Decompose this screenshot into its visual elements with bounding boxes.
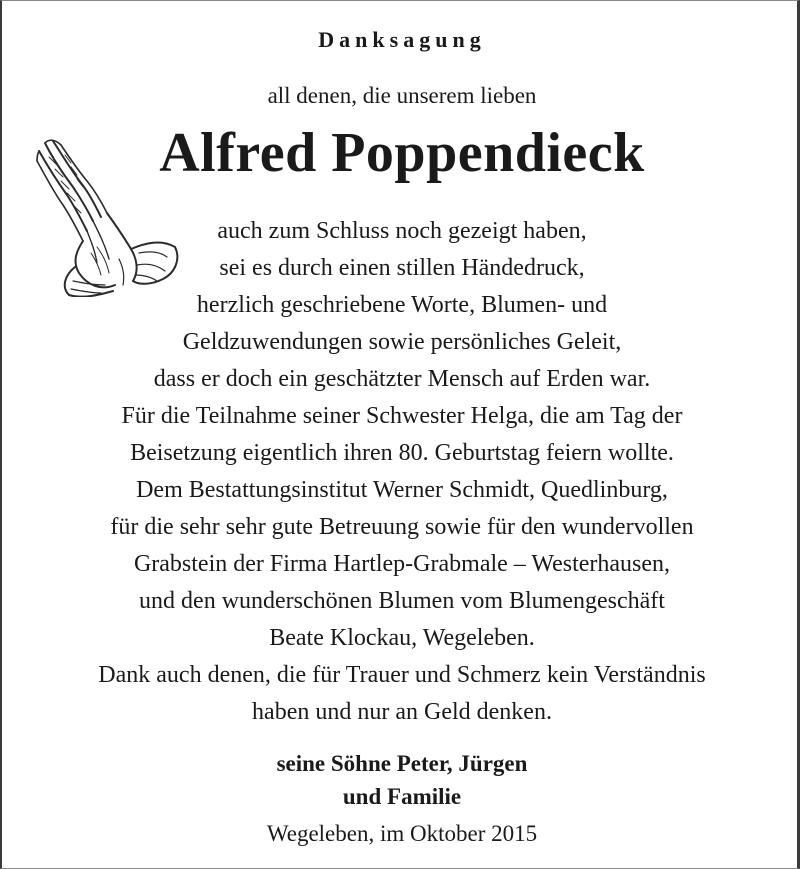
body-line: Beisetzung eigentlich ihren 80. Geburtstag feiern wollte.	[130, 440, 674, 466]
body-line: Beate Klockau, Wegeleben.	[269, 625, 535, 651]
body-line: haben und nur an Geld denken.	[252, 699, 552, 725]
deceased-name: Alfred Poppendieck	[159, 122, 645, 184]
body-line: Dank auch denen, die für Trauer und Schmerz kein Verständnis	[98, 662, 706, 688]
body-line: herzlich geschriebene Worte, Blumen- und	[196, 292, 608, 318]
body-line: sei es durch einen stillen Händedruck,	[219, 255, 585, 281]
notice-heading: Danksagung	[318, 27, 486, 52]
body-line: auch zum Schluss noch gezeigt haben,	[217, 218, 587, 244]
body-line: Dem Bestattungsinstitut Werner Schmidt, Quedlinburg,	[136, 477, 668, 503]
place-date: Wegeleben, im Oktober 2015	[266, 821, 538, 846]
body-line: Für die Teilnahme seiner Schwester Helga, die am Tag der	[121, 403, 683, 429]
body-line: für die sehr sehr gute Betreuung sowie für den wundervollen	[110, 514, 694, 540]
signatories-line: seine Söhne Peter, Jürgen	[276, 751, 528, 776]
notice-intro: all denen, die unserem lieben	[267, 83, 537, 108]
body-line: Geldzuwendungen sowie persönliches Geleit,	[182, 329, 622, 355]
body-line: Grabstein der Firma Hartlep-Grabmale – Westerhausen,	[133, 551, 671, 577]
body-line: dass er doch ein geschätzter Mensch auf Erden war.	[153, 366, 651, 392]
signatories-line: und Familie	[342, 784, 462, 809]
body-line: und den wunderschönen Blumen vom Blumengeschäft	[139, 588, 665, 614]
